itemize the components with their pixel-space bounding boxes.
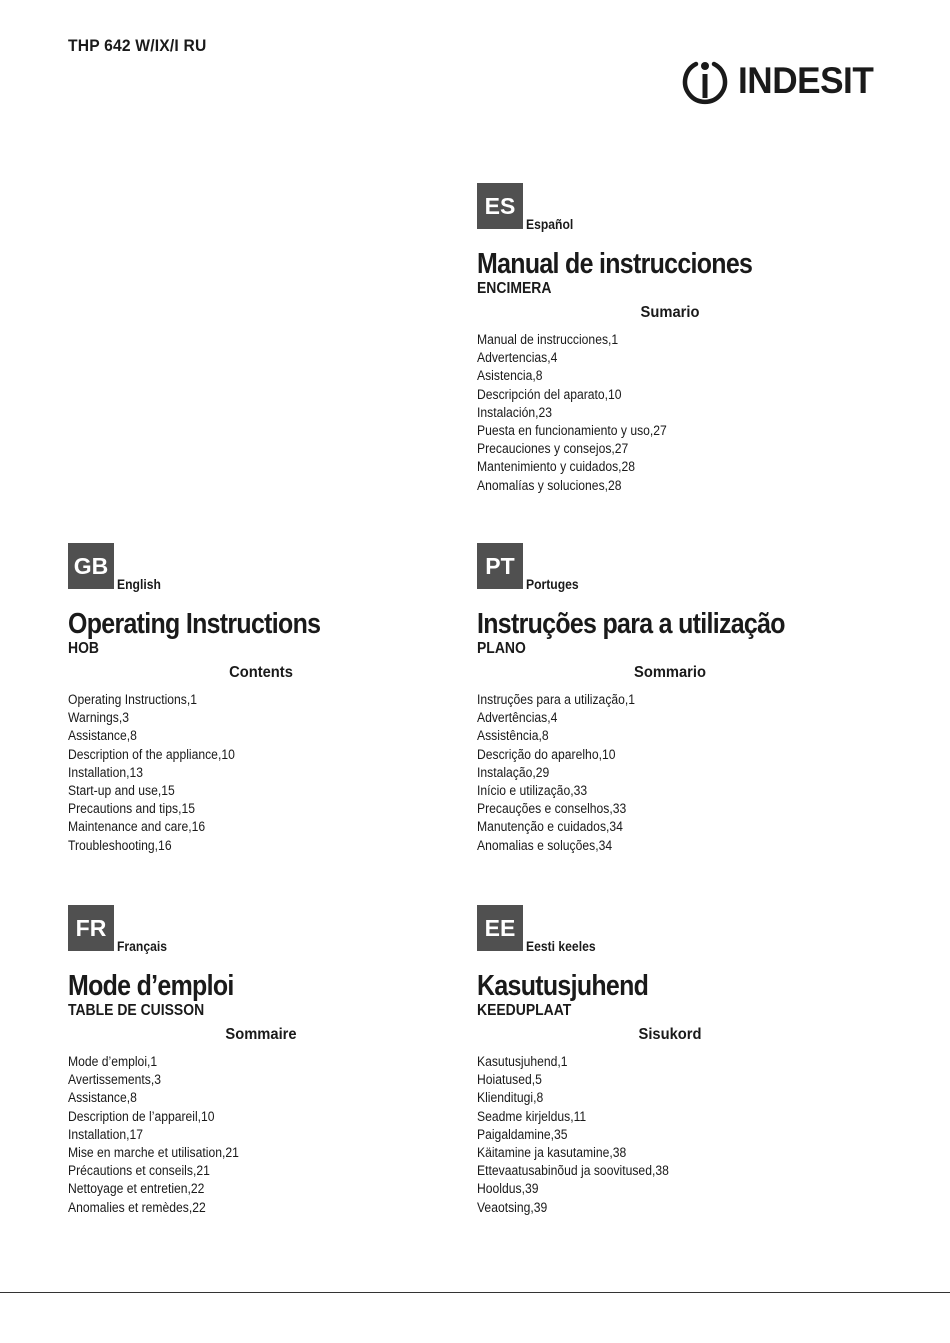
contents-heading: Sommario (634, 664, 706, 681)
manual-subtitle: ENCIMERA (477, 280, 552, 297)
toc-item[interactable]: Maintenance and care,16 (68, 819, 206, 835)
table-of-contents (68, 1053, 468, 1217)
section-pt (477, 543, 877, 855)
language-badge: PT (477, 543, 523, 589)
language-badge: GB (68, 543, 114, 589)
toc-item[interactable]: Paigaldamine,35 (477, 1126, 568, 1142)
toc-item[interactable]: Operating Instructions,1 (68, 692, 197, 707)
language-name: Eesti keeles (526, 939, 596, 954)
toc-item[interactable]: Anomalias e soluções,34 (477, 837, 613, 853)
toc-item[interactable]: Mantenimiento y cuidados,28 (477, 459, 636, 475)
footer-rule (0, 1292, 950, 1293)
manual-subtitle: HOB (68, 640, 100, 657)
section-fr (68, 905, 468, 1217)
brand-i-icon (680, 56, 730, 106)
contents-heading: Sumario (640, 304, 700, 321)
toc-item[interactable]: Precautions and tips,15 (68, 801, 195, 817)
manual-subtitle: PLANO (477, 640, 526, 657)
contents-heading: Contents (229, 664, 293, 681)
toc-item[interactable]: Hooldus,39 (477, 1181, 539, 1197)
toc-item[interactable]: Instalação,29 (477, 764, 550, 780)
table-of-contents (477, 1053, 877, 1217)
table-of-contents (477, 691, 877, 855)
toc-item[interactable]: Précautions et conseils,21 (68, 1163, 210, 1179)
toc-item[interactable]: Assistance,8 (68, 728, 137, 744)
toc-item[interactable]: Mise en marche et utilisation,21 (68, 1145, 239, 1161)
section-es (477, 183, 877, 495)
toc-item[interactable]: Kasutusjuhend,1 (477, 1054, 568, 1069)
toc-item[interactable]: Manutenção e cuidados,34 (477, 819, 623, 835)
manual-title: Operating Instructions (68, 608, 321, 640)
manual-subtitle: KEEDUPLAAT (477, 1002, 572, 1019)
contents-heading: Sisukord (638, 1026, 702, 1043)
toc-item[interactable]: Start-up and use,15 (68, 783, 175, 799)
toc-item[interactable]: Ettevaatusabinõud ja soovitused,38 (477, 1163, 669, 1179)
toc-item[interactable]: Nettoyage et entretien,22 (68, 1181, 205, 1197)
model-number: THP 642 W/IX/I RU (68, 36, 207, 55)
brand-name: INDESIT (738, 60, 874, 101)
toc-item[interactable]: Advertencias,4 (477, 350, 558, 366)
toc-item[interactable]: Description de l’appareil,10 (68, 1108, 215, 1124)
table-of-contents (477, 331, 877, 495)
section-ee (477, 905, 877, 1217)
table-of-contents (68, 691, 468, 855)
brand-logo (680, 54, 880, 108)
toc-item[interactable]: Anomalías y soluciones,28 (477, 477, 622, 493)
toc-item[interactable]: Precauções e conselhos,33 (477, 801, 627, 817)
manual-title: Instruções para a utilização (477, 608, 785, 640)
language-name: Français (117, 939, 167, 954)
toc-item[interactable]: Description of the appliance,10 (68, 746, 235, 762)
toc-item[interactable]: Installation,13 (68, 764, 143, 780)
language-badge: FR (68, 905, 114, 951)
language-name: Portuges (526, 577, 579, 592)
toc-item[interactable]: Warnings,3 (68, 710, 130, 726)
toc-item[interactable]: Avertissements,3 (68, 1072, 161, 1088)
toc-item[interactable]: Advertências,4 (477, 710, 558, 726)
toc-item[interactable]: Hoiatused,5 (477, 1072, 542, 1088)
toc-item[interactable]: Assistência,8 (477, 728, 549, 744)
toc-item[interactable]: Instalación,23 (477, 404, 552, 420)
toc-item[interactable]: Asistencia,8 (477, 368, 543, 384)
language-badge: ES (477, 183, 523, 229)
toc-item[interactable]: Descrição do aparelho,10 (477, 746, 616, 762)
toc-item[interactable]: Seadme kirjeldus,11 (477, 1108, 587, 1124)
section-gb (68, 543, 468, 855)
contents-heading: Sommaire (225, 1026, 297, 1043)
toc-item[interactable]: Instruções para a utilização,1 (477, 692, 636, 707)
toc-item[interactable]: Assistance,8 (68, 1090, 137, 1106)
toc-item[interactable]: Klienditugi,8 (477, 1090, 544, 1106)
toc-item[interactable]: Veaotsing,39 (477, 1199, 548, 1215)
toc-item[interactable]: Anomalies et remèdes,22 (68, 1199, 206, 1215)
toc-item[interactable]: Início e utilização,33 (477, 783, 588, 799)
toc-item[interactable]: Käitamine ja kasutamine,38 (477, 1145, 627, 1161)
manual-title: Kasutusjuhend (477, 970, 649, 1002)
manual-title: Mode d’emploi (68, 970, 234, 1002)
toc-item[interactable]: Troubleshooting,16 (68, 837, 172, 853)
language-badge: EE (477, 905, 523, 951)
toc-item[interactable]: Mode d’emploi,1 (68, 1054, 158, 1069)
toc-item[interactable]: Precauciones y consejos,27 (477, 441, 629, 457)
manual-subtitle: TABLE DE CUISSON (68, 1002, 205, 1019)
toc-item[interactable]: Puesta en funcionamiento y uso,27 (477, 423, 667, 439)
manual-title: Manual de instrucciones (477, 248, 753, 280)
language-name: Español (526, 217, 574, 232)
toc-item[interactable]: Descripción del aparato,10 (477, 386, 622, 402)
language-name: English (117, 577, 161, 592)
toc-item[interactable]: Manual de instrucciones,1 (477, 332, 619, 347)
toc-item[interactable]: Installation,17 (68, 1126, 143, 1142)
